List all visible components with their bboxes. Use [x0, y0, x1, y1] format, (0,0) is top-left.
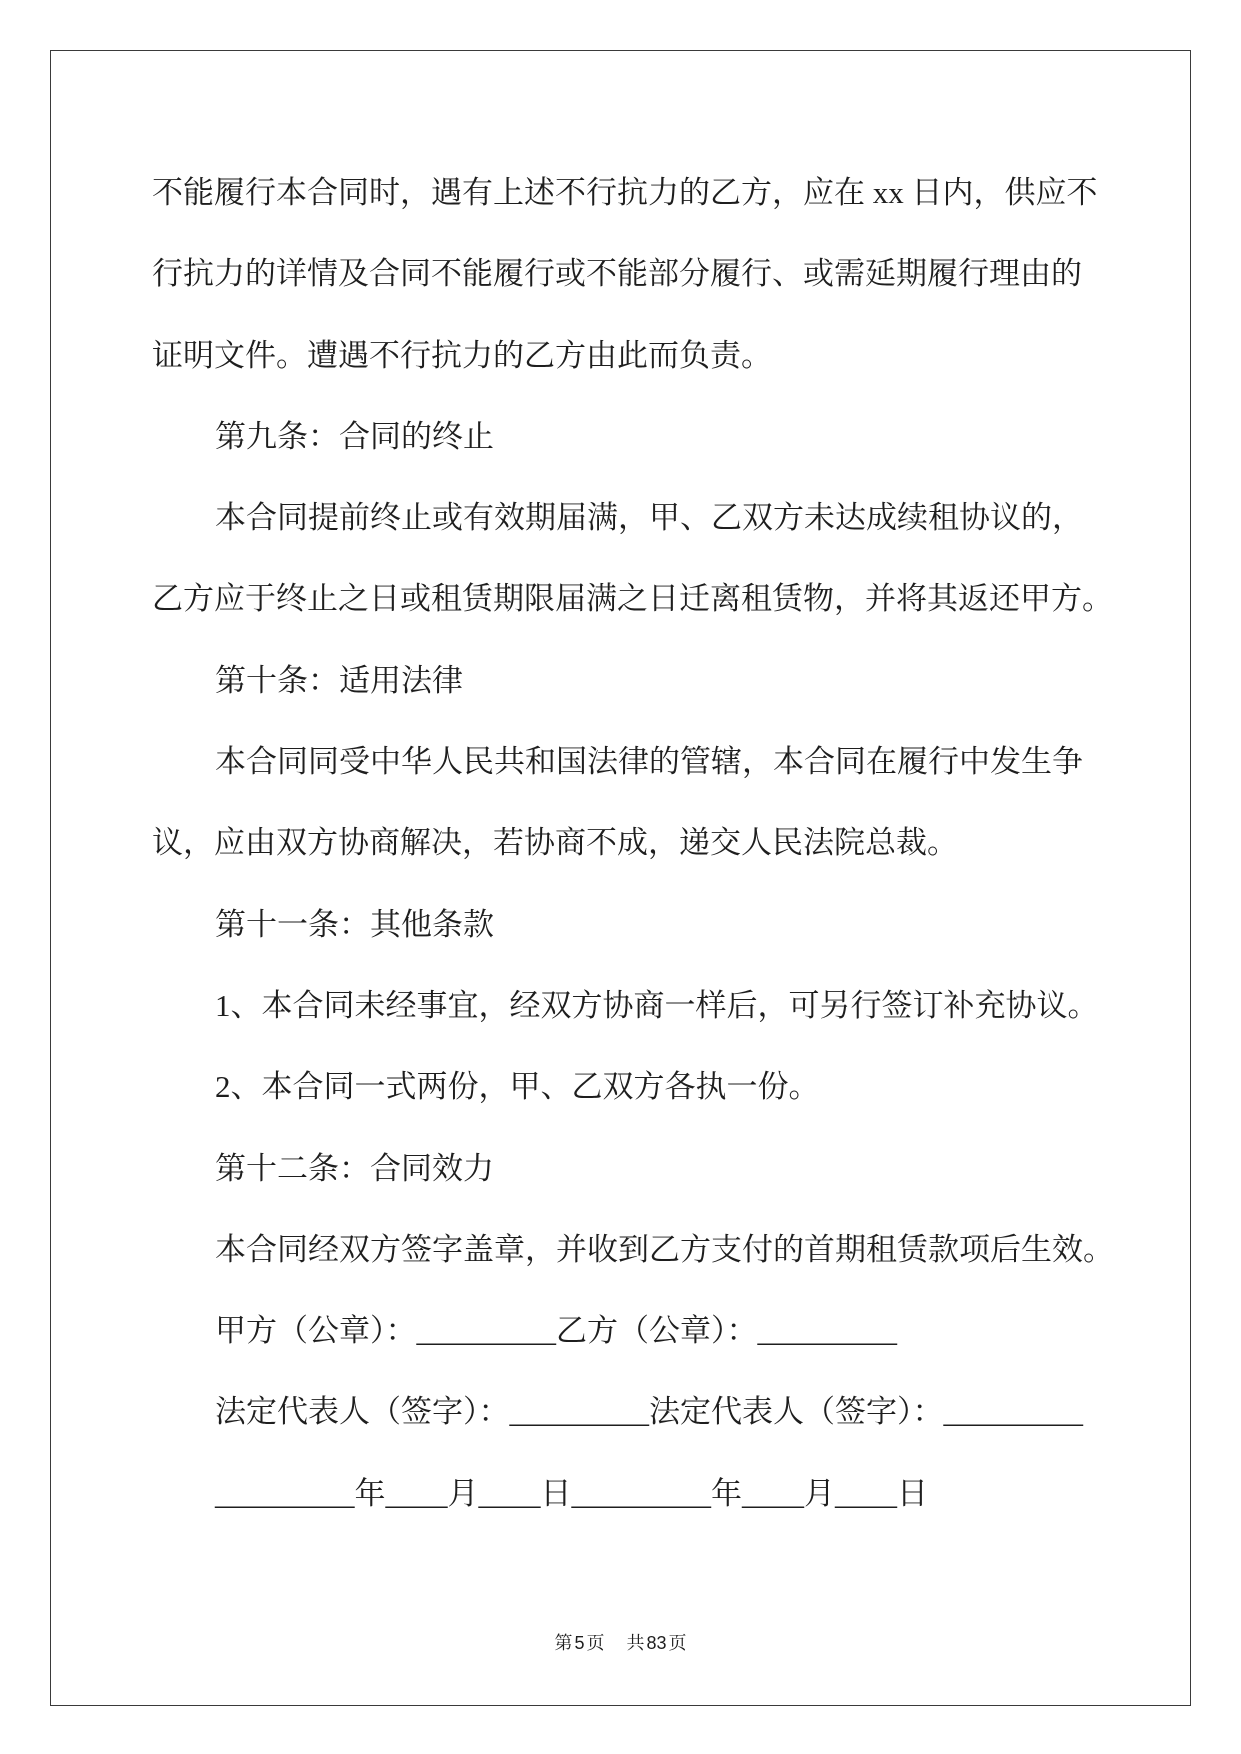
paragraph-line: 本合同经双方签字盖章，并收到乙方支付的首期租赁款项后生效。: [215, 1231, 1114, 1267]
paragraph-line: 证明文件。遭遇不行抗力的乙方由此而负责。: [152, 337, 772, 373]
party-b-rep-label: 法定代表人（签字）：: [649, 1394, 944, 1430]
page-footer: [0, 1628, 1241, 1658]
paragraph-line: 议，应由双方协商解决，若协商不成，递交人民法院总裁。: [152, 825, 958, 861]
list-item: 2、本合同一式两份，甲、乙双方各执一份。: [215, 1069, 820, 1105]
paragraph-line: 行抗力的详情及合同不能履行或不能部分履行、或需延期履行理由的: [152, 256, 1082, 292]
current-page-number: 5: [574, 1633, 585, 1653]
total-unit: 页: [668, 1633, 687, 1653]
list-item: 1、本合同未经事宜，经双方协商一样后，可另行签订补充协议。: [215, 987, 1099, 1023]
paragraph-line: 本合同同受中华人民共和国法律的管辖，本合同在履行中发生争: [215, 744, 1083, 780]
party-b-seal-label: 乙方（公章）：: [556, 1313, 758, 1349]
total-prefix: 共: [626, 1633, 645, 1653]
paragraph-line: 乙方应于终止之日或租赁期限届满之日迁离租赁物，并将其返还甲方。: [152, 581, 1113, 617]
party-b-date: _________年____月____日: [571, 1475, 928, 1511]
party-a-rep-label: 法定代表人（签字）：: [215, 1394, 510, 1430]
party-a-seal-label: 甲方（公章）：: [215, 1313, 417, 1349]
date-line: [0, 1453, 1241, 1534]
article-11-title: 第十一条：其他条款: [215, 906, 494, 942]
page-prefix: 第: [554, 1633, 573, 1653]
page-unit: 页: [586, 1633, 605, 1653]
total-pages-number: 83: [646, 1633, 667, 1653]
party-a-date: _________年____月____日: [215, 1475, 572, 1511]
party-b-rep-blank: _________: [943, 1394, 1083, 1430]
paragraph-line: 本合同提前终止或有效期届满，甲、乙双方未达成续租协议的，: [215, 500, 1083, 536]
representative-line: [0, 1371, 1241, 1452]
party-b-seal-blank: _________: [757, 1313, 897, 1349]
article-9-title: 第九条：合同的终止: [215, 418, 494, 454]
party-a-rep-blank: _________: [509, 1394, 649, 1430]
contract-body: [0, 152, 1241, 1534]
article-10-title: 第十条：适用法律: [215, 662, 463, 698]
party-a-seal-blank: _________: [416, 1313, 556, 1349]
article-12-title: 第十二条：合同效力: [215, 1150, 494, 1186]
seal-line: [0, 1290, 1241, 1371]
paragraph-line: 不能履行本合同时，遇有上述不行抗力的乙方，应在 xx 日内，供应不: [152, 175, 1098, 210]
